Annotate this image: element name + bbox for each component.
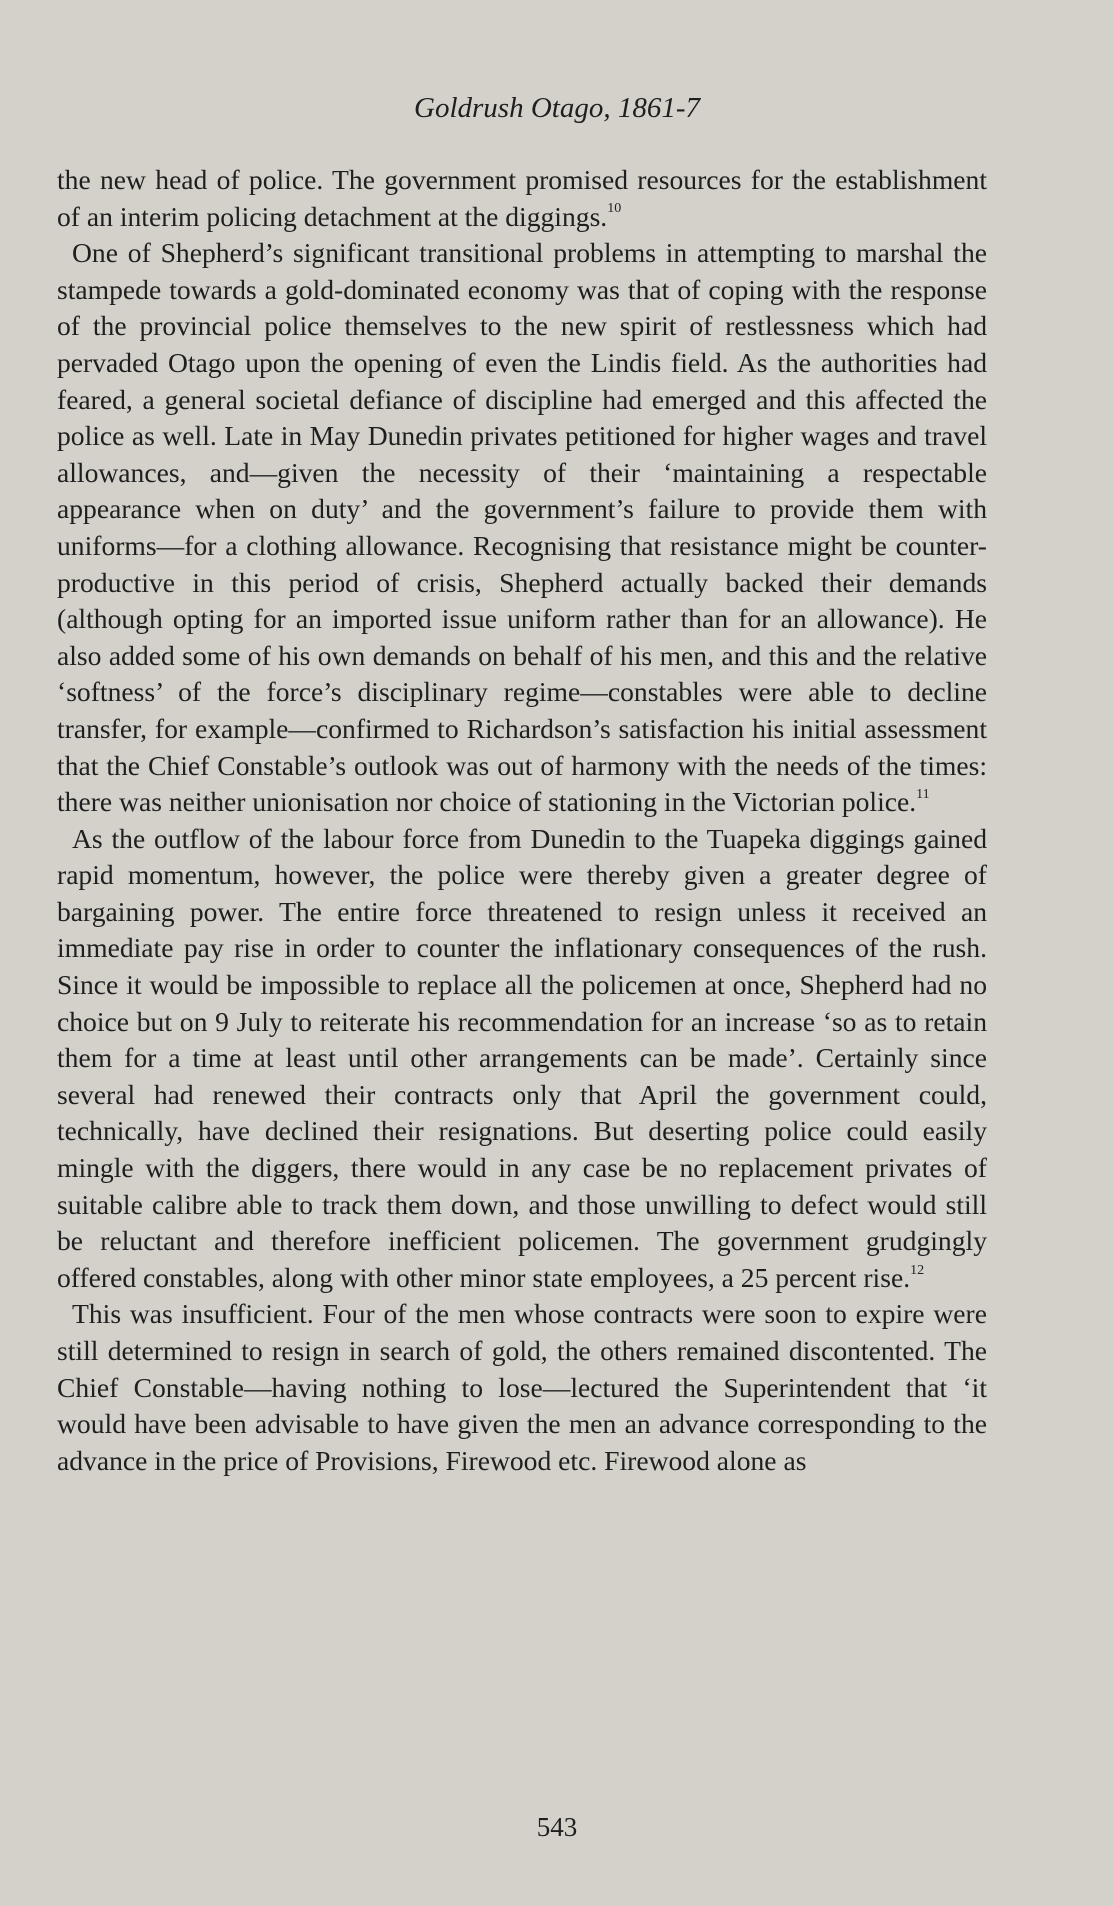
- page-number: 543: [536, 1812, 578, 1842]
- footnote-ref-12[interactable]: 12: [910, 1262, 925, 1278]
- footnote-ref-10[interactable]: 10: [607, 201, 622, 217]
- paragraph-text: One of Shepherd’s significant transitional problems in attempting to marshal the stampede towards a gold-dominated economy was that of coping with the response of the provincial police themselves to the new spirit of restlessness which had pervaded Otago upon the opening of even the Lindis field. As the authorities had feared, a general societal defiance of discipline had emerged and this affected the police as well. Late in May Dunedin privates petitioned for higher wages and travel allowances, and—given the necessity of their ‘maintaining a respectable appearance when on duty’ and the government’s failure to provide them with uniforms—for a clothing allowance. Recognising that resistance might be counter-productive in this period of crisis, Shepherd actually backed their demands (although opting for an imported issue uniform rather than for an allowance). He also added some of his own demands on behalf of his men, and this and the relative ‘softness’ of the force’s disciplinary regime—constables were able to decline transfer, for example—confirmed to Richardson’s satisfaction his initial assessment that the Chief Constable’s outlook was out of harmony with the needs of the times: there was neither unionisation nor choice of stationing in the Victorian police.: [57, 237, 987, 818]
- body-text: [57, 162, 987, 1479]
- paragraph-2: [57, 235, 987, 821]
- paragraph-4: [57, 1296, 987, 1479]
- paragraph-text: the new head of police. The government promised resources for the establishment of an interim policing detachment at the diggings.: [57, 164, 987, 232]
- paragraph-text: As the outflow of the labour force from Dunedin to the Tuapeka diggings gained rapid momentum, however, the police were thereby given a greater degree of bargaining power. The entire force threatened to resign unless it received an immediate pay rise in order to counter the inflationary consequences of the rush. Since it would be impossible to replace all the policemen at once, Shepherd had no choice but on 9 July to reiterate his recommendation for an increase ‘so as to retain them for a time at least until other arrangements can be made’. Certainly since several had renewed their contracts only that April the government could, technically, have declined their resignations. But deserting police could easily mingle with the diggers, there would in any case be no replacement privates of suitable calibre able to track them down, and those unwilling to defect would still be reluctant and therefore inefficient policemen. The government grudgingly offered constables, along with other minor state employees, a 25 percent rise.: [57, 822, 987, 1293]
- footnote-ref-11[interactable]: 11: [916, 786, 930, 802]
- paragraph-text: This was insufficient. Four of the men whose contracts were soon to expire were still determined to resign in search of gold, the others remained discontented. The Chief Constable—having nothing to lose—lectured the Superintendent that ‘it would have been advisable to have given the men an advance corresponding to the advance in the price of Provisions, Firewood etc. Firewood alone as: [57, 1298, 987, 1476]
- running-head: Goldrush Otago, 1861-7: [414, 92, 700, 124]
- paragraph-3: [57, 821, 987, 1297]
- paragraph-1: [57, 162, 987, 235]
